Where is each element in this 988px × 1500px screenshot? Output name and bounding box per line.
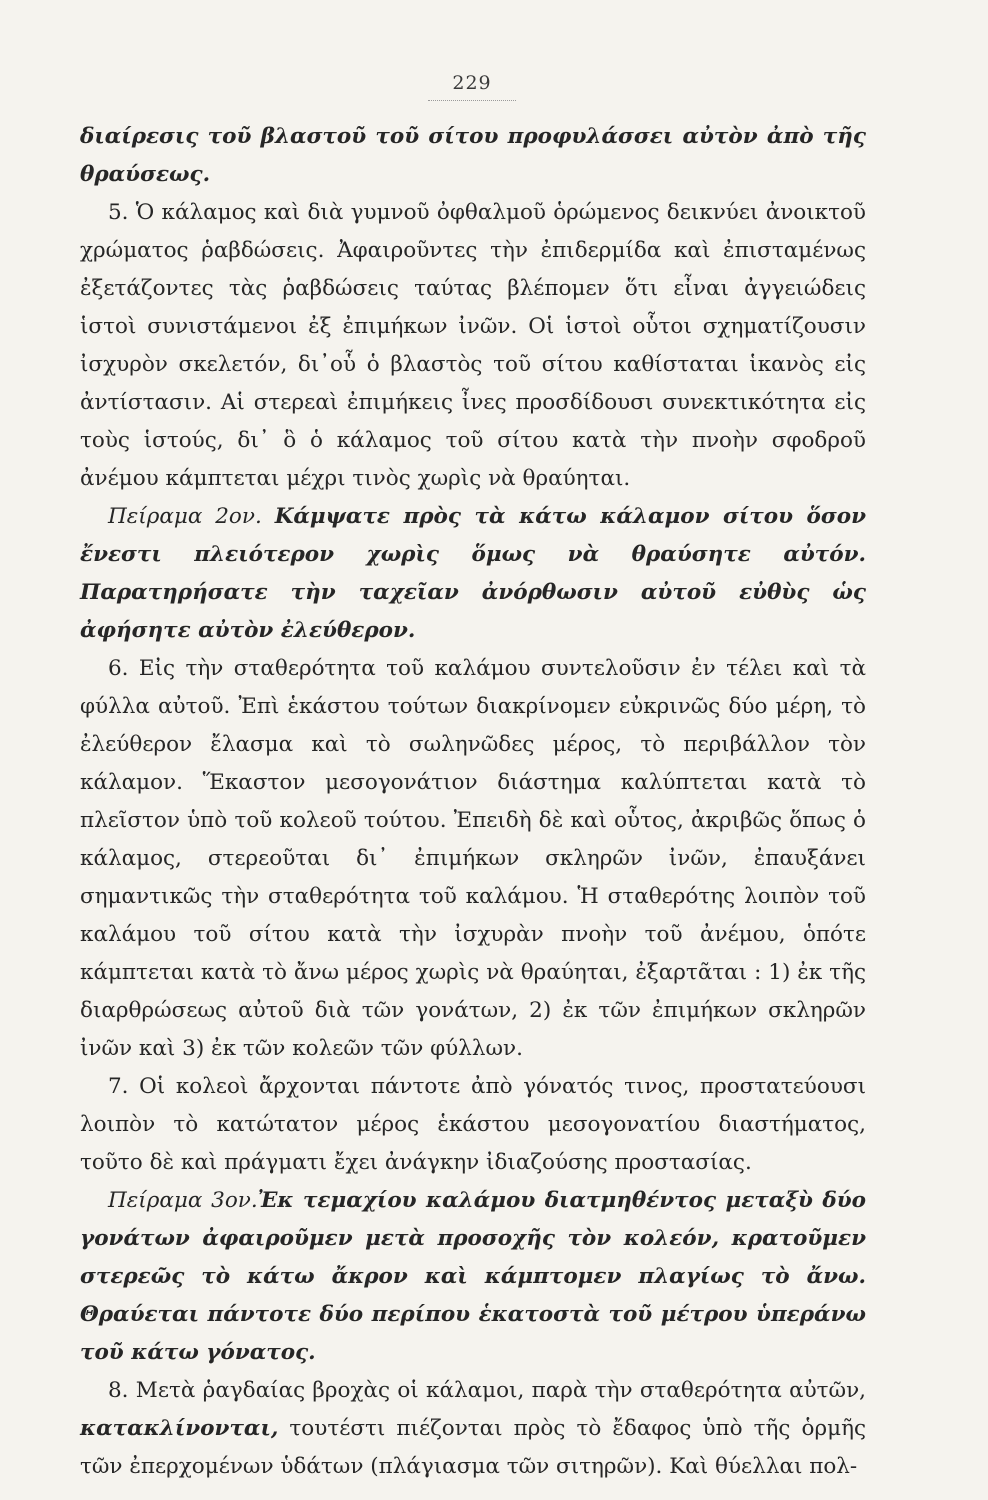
paragraph-8	[80, 1372, 866, 1486]
paragraph-7: 7. Οἱ κολεοὶ ἄρχονται πάντοτε ἀπὸ γόνατός τινος, προστατεύουσι λοιπὸν τὸ κατώτατον μέρος ἑκάστου μεσογονατίου διαστήματος, τοῦτο δὲ καὶ πράγματι ἔχει ἀνάγκην ἰδιαζούσης προστασίας.	[80, 1074, 866, 1175]
experiment-3-label: Πείραμα 3ον.	[108, 1188, 258, 1213]
paragraph-8-start: 8. Μετὰ ῥαγδαίας βροχὰς οἱ κάλαμοι, παρὰ τὴν σταθερότητα αὐτῶν,	[108, 1378, 866, 1403]
body-text	[80, 118, 866, 1486]
experiment-2-label: Πείραμα 2ον.	[108, 504, 262, 529]
paragraph-8-bold-word: κατακλίνονται,	[80, 1416, 279, 1441]
paragraph-5: 5. Ὁ κάλαμος καὶ διὰ γυμνοῦ ὀφθαλμοῦ ὁρώμενος δεικνύει ἀνοικτοῦ χρώματος ῥαβδώσεις. Ἀφαιροῦντες τὴν ἐπιδερμίδα καὶ ἐπισταμένως ἐξετάζοντες τὰς ῥαβδώσεις ταύτας βλέπομεν ὅτι εἶναι ἀγγειώδεις ἱστοὶ συνιστάμενοι ἐξ ἐπιμήκων ἰνῶν. Οἱ ἱστοὶ οὗτοι σχηματίζουσιν ἰσχυρὸν σκελετόν, δι᾽οὗ ὁ βλαστὸς τοῦ σίτου καθίσταται ἱκανὸς εἰς ἀντίστασιν. Αἱ στερεαὶ ἐπιμήκεις ἶνες προσδίδουσι συνεκτικότητα εἰς τοὺς ἱστούς, δι᾽ ὃ ὁ κάλαμος τοῦ σίτου κατὰ τὴν πνοὴν σφοδροῦ ἀνέμου κάμπτεται μέχρι τινὸς χωρὶς νὰ θραύηται.	[80, 200, 866, 491]
experiment-2-text: Κάμψατε πρὸς τὰ κάτω κάλαμον σίτου ὅσον ἔνεστι πλειότερον χωρὶς ὅμως νὰ θραύσητε αὐτόν. Παρατηρήσατε τὴν ταχεῖαν ἀνόρθωσιν αὐτοῦ εὐθὺς ὡς ἀφήσητε αὐτὸν ἐλεύθερον.	[80, 504, 866, 643]
paragraph-8-rest: τουτέστι πιέζονται πρὸς τὸ ἔδαφος ὑπὸ τῆς ὁρμῆς τῶν ἐπερχομένων ὑδάτων (πλάγιασμα τῶν σιτηρῶν). Καὶ θύελλαι πολ-	[80, 1416, 866, 1479]
experiment-2	[80, 498, 866, 650]
paragraph-6: 6. Εἰς τὴν σταθερότητα τοῦ καλάμου συντελοῦσιν ἐν τέλει καὶ τὰ φύλλα αὐτοῦ. Ἐπὶ ἑκάστου τούτων διακρίνομεν εὐκρινῶς δύο μέρη, τὸ ἐλεύθερον ἔλασμα καὶ τὸ σωληνῶδες μέρος, τὸ περιβάλλον τὸν κάλαμον. Ἕκαστον μεσογονάτιον διάστημα καλύπτεται κατὰ τὸ πλεῖστον ὑπὸ τοῦ κολεοῦ τούτου. Ἐπειδὴ δὲ καὶ οὗτος, ἀκριβῶς ὅπως ὁ κάλαμος, στερεοῦται δι᾽ ἐπιμήκων σκληρῶν ἰνῶν, ἐπαυξάνει σημαντικῶς τὴν σταθερότητα τοῦ καλάμου. Ἡ σταθερότης λοιπὸν τοῦ καλάμου τοῦ σίτου κατὰ τὴν ἰσχυρὰν πνοὴν τοῦ ἀνέμου, ὁπότε κάμπτεται κατὰ τὸ ἄνω μέρος χωρὶς νὰ θραύηται, ἐξαρτᾶται : 1) ἐκ τῆς διαρθρώσεως αὐτοῦ διὰ τῶν γονάτων, 2) ἐκ τῶν ἐπιμήκων σκληρῶν ἰνῶν καὶ 3) ἐκ τῶν κολεῶν τῶν φύλλων.	[80, 656, 866, 1061]
page-number-divider	[428, 100, 516, 101]
page-number: 229	[452, 72, 492, 94]
experiment-3-text: Ἐκ τεμαχίου καλάμου διατμηθέντος μεταξὺ δύο γονάτων ἀφαιροῦμεν μετὰ προσοχῆς τὸν κολεόν, κρατοῦμεν στερεῶς τὸ κάτω ἄκρον καὶ κάμπτομεν πλαγίως τὸ ἄνω. Θραύεται πάντοτε δύο περίπου ἑκατοστὰ τοῦ μέτρου ὑπεράνω τοῦ κάτω γόνατος.	[80, 1188, 867, 1365]
intro-italic-sentence: διαίρεσις τοῦ βλαστοῦ τοῦ σίτου προφυλάσσει αὐτὸν ἀπὸ τῆς θραύσεως.	[80, 124, 866, 187]
experiment-3	[80, 1182, 866, 1372]
